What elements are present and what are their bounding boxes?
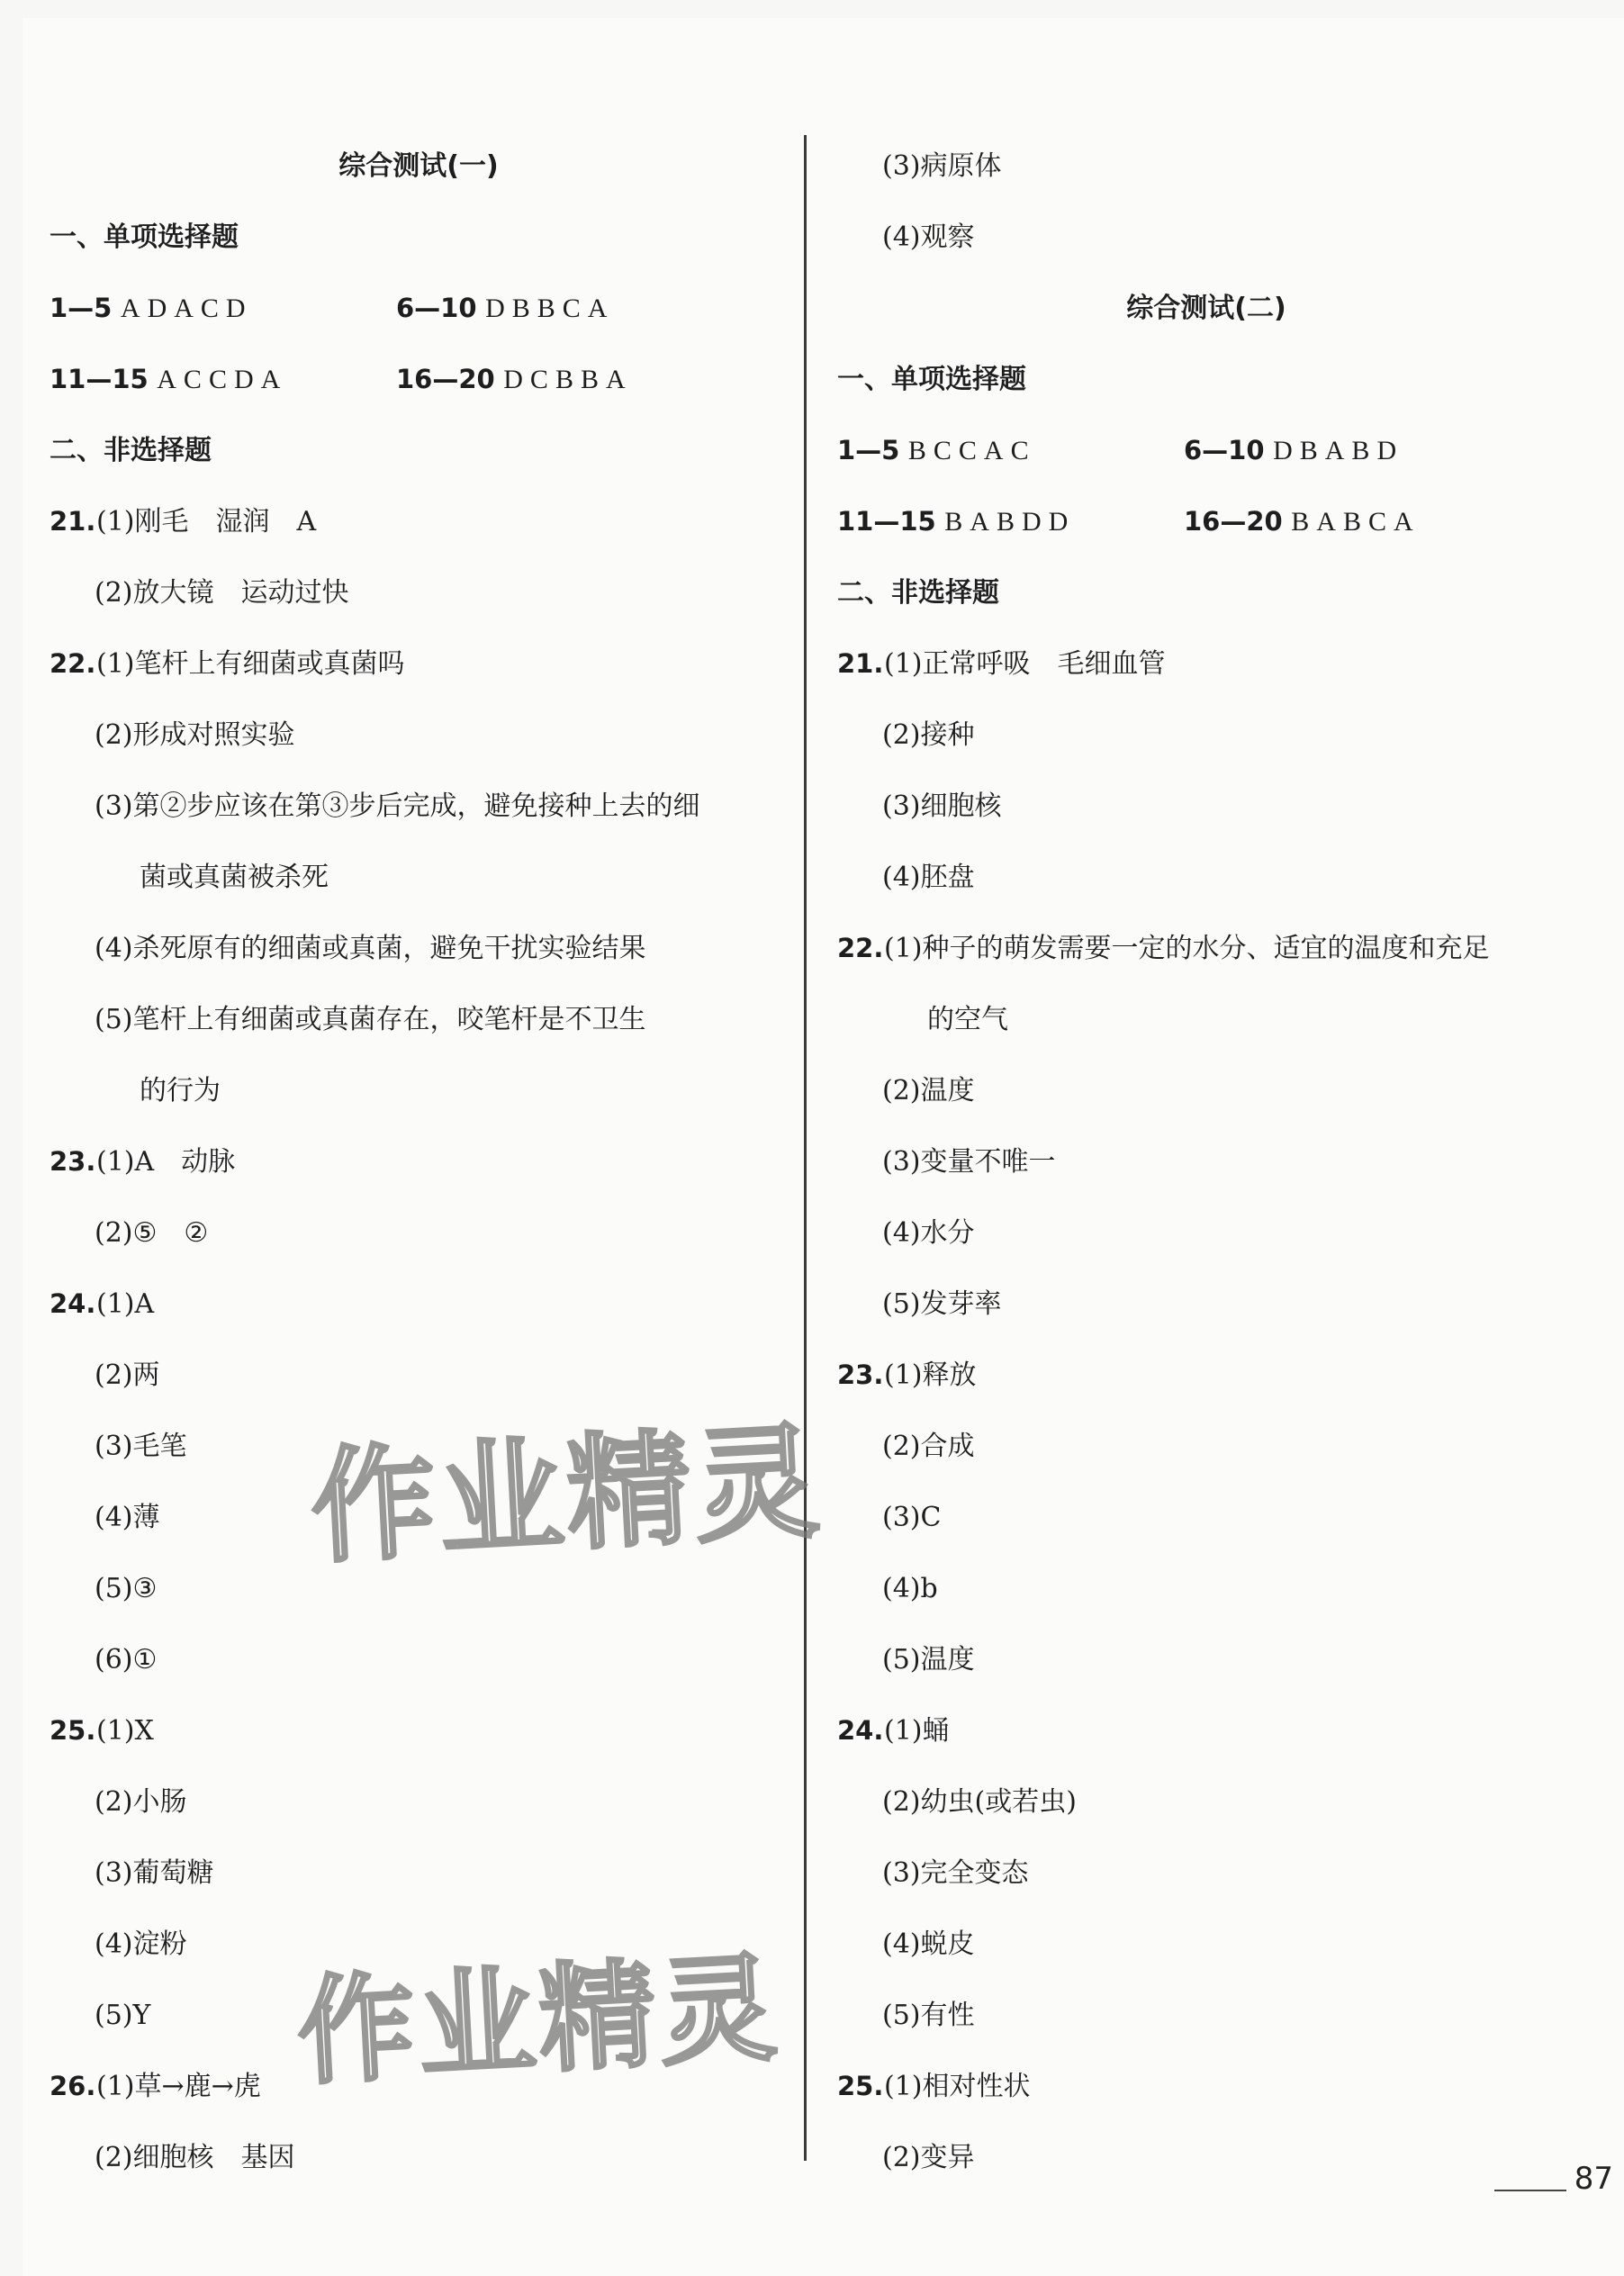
page-number: 87 bbox=[1574, 2161, 1613, 2197]
answer-text: (1)A bbox=[96, 1288, 155, 1320]
question-answer bbox=[837, 628, 1575, 700]
right-column bbox=[837, 131, 1575, 2193]
answer-text: (6)① bbox=[95, 1644, 158, 1675]
question-number: 21. bbox=[50, 506, 96, 537]
sub-answer bbox=[50, 1766, 788, 1838]
sub-answer bbox=[837, 202, 1575, 273]
answer-text: (4)淀粉 bbox=[95, 1928, 187, 1960]
answer-text: (4)观察 bbox=[882, 221, 975, 253]
sub-answer bbox=[50, 984, 788, 1055]
mc-range: 11—15 bbox=[50, 364, 149, 394]
answer-text: (2)合成 bbox=[882, 1431, 975, 1462]
sub-answer bbox=[837, 1269, 1575, 1340]
mc-answer-row bbox=[837, 486, 1575, 557]
mc-answers: DCBBA bbox=[503, 365, 633, 394]
question-answer bbox=[50, 1126, 788, 1197]
answer-text: (1)蛹 bbox=[884, 1715, 950, 1747]
answer-list bbox=[837, 628, 1575, 2193]
question-number: 22. bbox=[50, 648, 96, 679]
sub-answer bbox=[50, 1055, 788, 1126]
question-answer bbox=[50, 486, 788, 557]
section-heading-open: 二、非选择题 bbox=[837, 577, 999, 609]
answer-text: (3)完全变态 bbox=[882, 1857, 1029, 1889]
mc-answers: ACCDA bbox=[157, 365, 288, 394]
answer-text: (5)笔杆上有细菌或真菌存在，咬笔杆是不卫生 bbox=[95, 1004, 646, 1035]
question-answer bbox=[837, 1340, 1575, 1411]
sub-answer bbox=[50, 700, 788, 771]
sub-answer bbox=[837, 1553, 1575, 1624]
sub-answer bbox=[50, 1197, 788, 1269]
mc-answers: ADACD bbox=[120, 294, 253, 323]
mc-range: 1—5 bbox=[50, 293, 113, 323]
sub-answer bbox=[837, 1482, 1575, 1553]
mc-answers: DBBCA bbox=[485, 294, 615, 323]
answer-text: (5)有性 bbox=[882, 2000, 975, 2031]
sub-answer bbox=[837, 1766, 1575, 1838]
answer-text: (3)毛笔 bbox=[95, 1431, 187, 1462]
mc-answer-row bbox=[50, 344, 788, 415]
mc-range: 6—10 bbox=[396, 293, 477, 323]
page-number-rule bbox=[1494, 2190, 1566, 2191]
answer-text: (1)释放 bbox=[884, 1359, 977, 1391]
mc-answers: DBABD bbox=[1273, 436, 1404, 465]
sub-answer bbox=[837, 771, 1575, 842]
question-number: 21. bbox=[837, 648, 884, 679]
sub-answer bbox=[837, 1909, 1575, 1980]
answer-text: (1)相对性状 bbox=[884, 2071, 1031, 2102]
answer-text: (2)细胞核 基因 bbox=[95, 2142, 295, 2173]
test-title-2: 综合测试(二) bbox=[1126, 293, 1286, 324]
section-heading-mc: 一、单项选择题 bbox=[837, 364, 1026, 395]
question-answer bbox=[837, 913, 1575, 984]
sub-answer bbox=[50, 557, 788, 628]
question-answer bbox=[837, 1695, 1575, 1766]
section-heading-mc: 一、单项选择题 bbox=[50, 221, 239, 253]
mc-range: 6—10 bbox=[1184, 435, 1265, 465]
mc-range: 1—5 bbox=[837, 435, 900, 465]
sub-answer bbox=[837, 1411, 1575, 1482]
answer-text: (2)小肠 bbox=[95, 1786, 187, 1818]
answer-text: (1)草→鹿→虎 bbox=[96, 2071, 261, 2102]
sub-answer bbox=[50, 1838, 788, 1909]
column-divider bbox=[804, 135, 807, 2161]
answer-text: (1)A 动脉 bbox=[96, 1146, 236, 1178]
sub-answer bbox=[837, 1055, 1575, 1126]
sub-answer bbox=[837, 131, 1575, 202]
answer-text: (3)变量不唯一 bbox=[882, 1146, 1056, 1178]
question-number: 23. bbox=[50, 1146, 96, 1177]
sub-answer bbox=[837, 700, 1575, 771]
answer-text: (2)两 bbox=[95, 1359, 160, 1391]
answer-text: (1)X bbox=[96, 1715, 154, 1747]
mc-answers: BABDD bbox=[944, 507, 1076, 537]
sub-answer bbox=[837, 1197, 1575, 1269]
question-answer bbox=[50, 628, 788, 700]
sub-answer bbox=[50, 842, 788, 913]
watermark: 作业精灵 bbox=[307, 1409, 826, 1581]
answer-text: (4)b bbox=[882, 1573, 938, 1604]
mc-range: 16—20 bbox=[396, 364, 495, 394]
answer-text: (5)发芽率 bbox=[882, 1288, 1002, 1320]
sub-answer bbox=[837, 984, 1575, 1055]
question-number: 23. bbox=[837, 1359, 884, 1390]
answer-text: (5)③ bbox=[95, 1573, 158, 1604]
mc-range: 16—20 bbox=[1184, 506, 1283, 537]
answer-text: (3)第②步应该在第③步后完成，避免接种上去的细 bbox=[95, 790, 700, 822]
answer-text: (5)温度 bbox=[882, 1644, 975, 1675]
mc-answers: BABCA bbox=[1291, 507, 1421, 537]
answer-text: (5)Y bbox=[95, 2000, 151, 2031]
answer-text: (2)幼虫(或若虫) bbox=[882, 1786, 1077, 1818]
question-number: 24. bbox=[50, 1288, 96, 1319]
sub-answer bbox=[50, 771, 788, 842]
answer-text: (3)病原体 bbox=[882, 150, 1002, 182]
section-heading-open: 二、非选择题 bbox=[50, 435, 212, 466]
left-column bbox=[50, 131, 788, 2193]
answer-text: (1)正常呼吸 毛细血管 bbox=[884, 648, 1166, 680]
answer-text: 的空气 bbox=[927, 1004, 1008, 1035]
mc-answer-row bbox=[50, 273, 788, 344]
answer-text: (3)细胞核 bbox=[882, 790, 1002, 822]
sub-answer bbox=[50, 1624, 788, 1695]
mc-answers: BCCAC bbox=[907, 436, 1036, 465]
answer-text: (4)水分 bbox=[882, 1217, 975, 1249]
mc-answer-row bbox=[837, 415, 1575, 486]
answer-text: (1)刚毛 湿润 A bbox=[96, 506, 317, 537]
answer-text: (2)放大镜 运动过快 bbox=[95, 577, 349, 609]
sub-answer bbox=[50, 913, 788, 984]
answer-text: (4)杀死原有的细菌或真菌，避免干扰实验结果 bbox=[95, 933, 646, 964]
answer-text: (3)C bbox=[882, 1502, 942, 1533]
question-number: 22. bbox=[837, 933, 884, 963]
answer-text: (2)形成对照实验 bbox=[95, 719, 295, 751]
answer-text: (1)笔杆上有细菌或真菌吗 bbox=[96, 648, 405, 680]
answer-text: (1)种子的萌发需要一定的水分、适宜的温度和充足 bbox=[884, 933, 1490, 964]
question-answer bbox=[50, 1695, 788, 1766]
answer-text: 的行为 bbox=[140, 1075, 221, 1106]
answer-text: (3)葡萄糖 bbox=[95, 1857, 214, 1889]
answer-text: (2)接种 bbox=[882, 719, 975, 751]
answer-text: (2)变异 bbox=[882, 2142, 975, 2173]
sub-answer bbox=[837, 1624, 1575, 1695]
question-number: 25. bbox=[837, 2071, 884, 2101]
answer-text: (2)⑤ ② bbox=[95, 1217, 209, 1249]
question-answer bbox=[837, 2051, 1575, 2122]
sub-answer bbox=[837, 842, 1575, 913]
sub-answer bbox=[50, 2122, 788, 2193]
question-number: 24. bbox=[837, 1715, 884, 1746]
answer-text: 菌或真菌被杀死 bbox=[140, 862, 329, 893]
answer-text: (4)薄 bbox=[95, 1502, 160, 1533]
question-number: 26. bbox=[50, 2071, 96, 2101]
answer-list-continued bbox=[837, 131, 1575, 273]
mc-range: 11—15 bbox=[837, 506, 936, 537]
watermark: 作业精灵 bbox=[293, 1939, 784, 2101]
sub-answer bbox=[837, 1838, 1575, 1909]
answer-text: (4)胚盘 bbox=[882, 862, 975, 893]
question-number: 25. bbox=[50, 1715, 96, 1746]
test-title-1: 综合测试(一) bbox=[338, 150, 499, 182]
question-answer bbox=[50, 1269, 788, 1340]
answer-text: (2)温度 bbox=[882, 1075, 975, 1106]
sub-answer bbox=[837, 1126, 1575, 1197]
sub-answer bbox=[837, 2122, 1575, 2193]
sub-answer bbox=[837, 1980, 1575, 2051]
answer-text: (4)蜕皮 bbox=[882, 1928, 975, 1960]
